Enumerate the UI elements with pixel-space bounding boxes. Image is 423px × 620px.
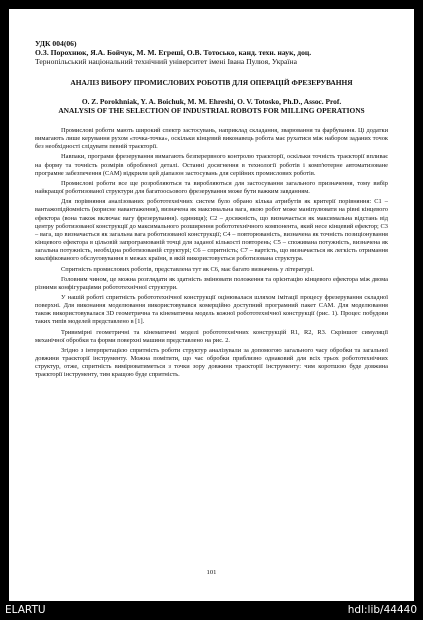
title-uk: АНАЛІЗ ВИБОРУ ПРОМИСЛОВИХ РОБОТІВ ДЛЯ ОПЕРАЦІЙ ФРЕЗЕРУВАННЯ [70,78,353,87]
paragraph: Промислові роботи все ще розробляються та виробляються для застосування загального призначення, тому вибір найкращої роботизованої структури для багатоосьового фрезерування може бути важким завданням. [35,179,388,196]
paragraph: Навпаки, програми фрезерування вимагають безперервного контролю траєкторії, оскільки точність траєкторії впливає на форму та точність розмірів обробленої деталі. Останні досягнення в технології роботів і комп'ютерне автоматизоване програмне забезпечення (CAM) відкрили цей діапазон застосувань для серійних промислових роботів. [35,153,388,177]
paragraph: Для порівняння аналізованих робототехнічних систем було обрано кілька атрибутів як критерії порівняння: С1 – вантажопідйомність (корисне навантаження), визначена як максимальна вага, якою робот може маніпулювати на рівні кінцевого ефектора (вона також включає вагу фрезерування). одиниця); С2 – досяжність, що визначається як максимальна відстань від центру роботизованої конструкції до максимального розширення робототехнічного компонента, який несе кінцевий ефектор; С3 – вага, що визначається як загальна вага роботизованої конструкції; С4 – повторюваність, визначена як точність позиціонування кінцевого ефектора в цільовій запрограмованій точці для заданої кількості повторень; С5 – споживана потужність, визначена як загальна потужність, необхідна роботизованій структурі; С6 – спритність; С7 – вартість, що визначається як легкість отримання кваліфікованого обслуговування в межах країни, в якій використовується роботизована структура. [35,198,388,263]
paragraph: Тривимірні геометричні та кінематичні моделі робототехнічних конструкцій R1, R2, R3. Скріншот симуляції механічної обробки та форми поверхні машини представлено на рис. 2. [35,328,388,344]
authors-uk: О.З. Порохнюк, Я.А. Бойчук, М. М. Егреші, О.В. Тотосько, канд. техн. наук, доц. [35,48,312,57]
affiliation: Тернопільський національний технічний університет імені Івана Пулюя, Україна [35,57,297,66]
authors-en: O. Z. Porokhniak, Y. A. Boichuk, M. M. Ehreshi, O. V. Totosko, Ph.D., Assoc. Prof. [81,97,342,106]
repository-label: ELARTU [5,604,46,616]
udk-code: УДК 004(06) [35,39,77,48]
title-en: ANALYSIS OF THE SELECTION OF INDUSTRIAL ROBOTS FOR MILLING OPERATIONS [58,106,365,115]
document-page [9,9,414,601]
paragraph: Головним чином, це можна розглядати як здатність змінювати положення та орієнтацію кінцевого ефектора між двома різними конфігураціями робототехнічної структури. [35,275,388,291]
paragraph: Згідно з інтерпретацією спритність роботи структур аналізували за допомогою загального часу обробки та загальної довжини траєкторії інструменту. Можна помітити, що час обробки приблизно однаковий для всіх трьох робототехнічних структур, отже, спритність вимірюватиметься з точки зору довжини траєкторії інструменту: чим коротшою буде довжина траєкторії інструменту, тим кращою буде спритність. [35,346,388,379]
paragraph: У нашій роботі спритність робототехнічної конструкції оцінювалася шляхом імітації процесу фрезерування складної поверхні. Для виконання моделювання використовувався комерційно доступний програмний пакет CAM. Для моделювання також використовувалася 3D геометрична та кінематична модель кожної робототехнічної конструкції (рис. 1). Процес побудови таких типів моделей представлено в [1]. [35,293,388,326]
handle-label: hdl:lib/44440 [347,604,417,616]
page-number: 101 [206,569,217,576]
paragraph: Промислові роботи мають широкий спектр застосувань, наприклад складання, зварювання та фарбування. Ці додатки вимагають лише керування рухом «точка-точка», оскільки кінцевий виконавець робота має рухатися між набором заданих точок без необхідності слідувати певній траєкторії. [35,127,388,151]
paragraph: Спритність промислових роботів, представлена тут як С6, має багато визначень у літературі. [61,265,314,273]
viewer-footer [0,601,423,620]
